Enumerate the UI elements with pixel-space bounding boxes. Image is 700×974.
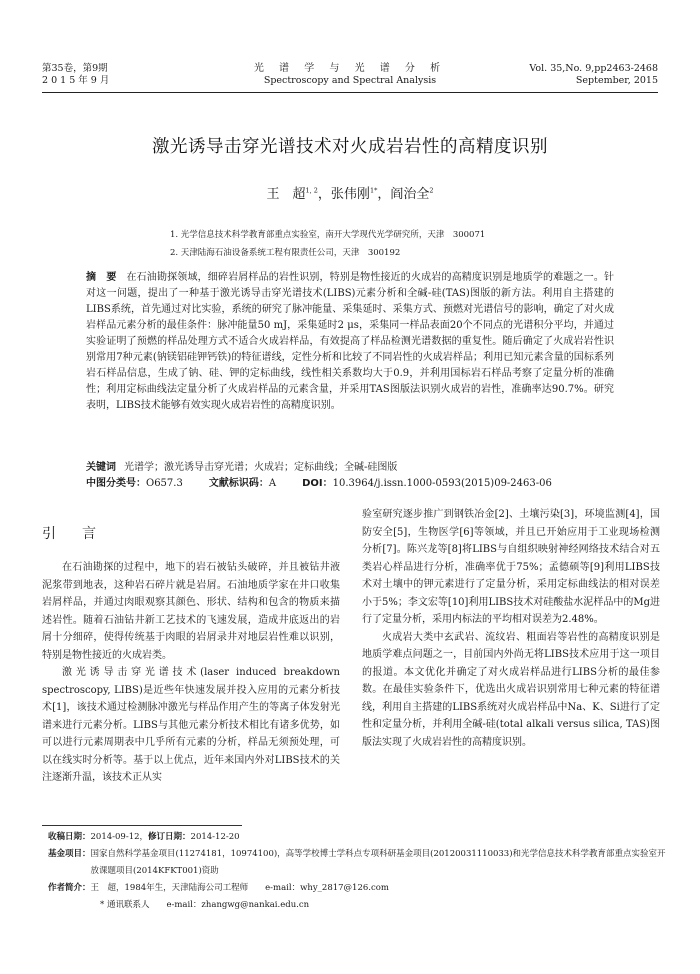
- paper-title: 激光诱导击穿光谱技术对火成岩岩性的高精度识别: [152, 137, 548, 157]
- footnote-rule: [42, 825, 242, 826]
- doc-code-value: A: [268, 478, 277, 489]
- section-heading-introduction: 引 言: [42, 526, 102, 542]
- abstract-text: 在石油勘探领域，细碎岩屑样品的岩性识别，特别是物性接近的火成岩的高精度识别是地质学的难题之一。针对这一问题，提出了一种基于激光诱导击穿光谱技术(LIBS)元素分析和全碱-硅(TAS)图版的新方法。利用自主搭建的LIBS系统，首先通过对比实验，系统的研究了脉冲能量、采集延时、采集方式、预燃对光谱信号的影响，确定了对火成岩样品元素分析的最佳条件：脉冲能量50 mJ，采集延时2 μs，采集同一样品表面20个不同点的光谱积分平均，并通过实验证明了预燃的样品处理方式不适合火成岩样品，有效提高了样品检测光谱数据的重复性。随后确定了火成岩岩性识别常用7种元素(钠镁铝硅钾钙铁)的特征谱线，定性分析和比较了不同岩性的火成岩样品；利用已知元素含量的国标系列岩石样品信息，生成了钠、硅、钾的定标曲线，线性相关系数均大于0.9，并利用国标岩石样品考察了定量分析的准确性；利用定标曲线法定量分析了火成岩样品的元素含量，并采用TAS图版法识别火成岩的岩性，准确率达90.7%。研究表明，LIBS技术能够有效实现火成岩岩性的高精度识别。: [86, 272, 615, 411]
- issue-date-en: September, 2015: [575, 75, 658, 86]
- doi-value: 10.3964/j.issn.1000-0593(2015)09-2463-06: [332, 478, 552, 489]
- volume-issue-cn: 第35卷，第9期: [42, 63, 108, 74]
- footnote-dates: [48, 829, 668, 846]
- author-name: 阎治全: [390, 187, 430, 202]
- revised-value: 2014-12-20: [190, 832, 240, 842]
- bio-label: 作者简介：: [48, 883, 91, 893]
- clc-label: 中图分类号：: [86, 478, 146, 489]
- body-column-left: [42, 559, 340, 787]
- classification-line: [86, 476, 686, 492]
- author-separator: ，: [317, 187, 331, 202]
- journal-name-en: Spectroscopy and Spectral Analysis: [263, 75, 437, 86]
- doi-label: DOI：: [302, 478, 333, 489]
- footnotes: [48, 829, 668, 914]
- author-name: 张伟刚: [330, 187, 370, 202]
- body-column-right: [362, 506, 660, 751]
- author-separator: ，: [377, 187, 391, 202]
- footnote-corresponding: * 通讯联系人 e-mail：zhangwg@nankai.edu.cn: [100, 900, 310, 910]
- received-value: 2014-09-12，: [90, 832, 149, 842]
- affiliations: [170, 226, 485, 262]
- volume-issue-en: Vol. 35,No. 9,pp2463-2468: [529, 63, 658, 74]
- author-list: [0, 183, 700, 202]
- body-paragraph: 激光诱导击穿光谱技术(laser induced breakdown spectroscopy, LIBS)是近些年快速发展并投入应用的元素分析技术[1]，该技术通过检测脉冲激光与样品作用产生的等离子体发射光谱来进行元素分析。LIBS与其他元素分析技术相比有诸多优势，如可以进行元素周期表中几乎所有元素的分析，样品无须预处理，可以在线实时分析等。基于以上优点，近年来国内外对LIBS技术的关注逐渐升温，该技术正从实: [42, 667, 340, 783]
- funding-label: 基金项目：: [48, 849, 91, 859]
- footnote-funding: [48, 846, 668, 880]
- body-paragraph: 在石油勘探的过程中，地下的岩石被钻头破碎，并且被钻井液泥浆带到地表，这种岩石碎片就是岩屑。石油地质学家在井口收集岩屑样品，并通过肉眼观察其颜色、形状、结构和包含的物质来描述岩性。随着石油钻井新工艺技术的飞速发展，造成井底返出的岩屑十分细碎，使得传统基于肉眼的岩屑录井对地层岩性难以识别，特别是物性接近的火成岩类。: [42, 562, 340, 661]
- author-affiliation-mark: 2: [429, 186, 434, 195]
- keywords-label: 关键词: [86, 462, 116, 473]
- author-affiliation-mark: 1*: [369, 186, 378, 195]
- author-affiliation-mark: 1, 2: [305, 186, 318, 195]
- issue-date-cn: 2 0 1 5 年 9 月: [42, 75, 110, 86]
- keywords-text: 光谱学；激光诱导击穿光谱；火成岩；定标曲线；全碱-硅图版: [124, 462, 398, 473]
- bio-value: 王 超，1984年生，天津陆海公司工程师 e-mail：why_2817@126.com: [90, 883, 389, 893]
- affiliation-item: 2. 天津陆海石油设备系统工程有限责任公司，天津 300192: [170, 248, 401, 258]
- revised-label: 修订日期：: [148, 832, 191, 842]
- keywords: [86, 460, 614, 476]
- author-name: 王 超: [266, 187, 306, 202]
- journal-name-cn: 光 谱 学 与 光 谱 分 析: [253, 63, 447, 74]
- affiliation-item: 1. 光学信息技术科学教育部重点实验室，南开大学现代光学研究所，天津 300071: [170, 230, 486, 240]
- header-rule: [42, 92, 658, 93]
- funding-value: 国家自然科学基金项目(11274181，10974100)，高等学校博士学科点专项科研基金项目(20120031110033)和光学信息技术科学教育部重点实验室开放课题项目(2014KFKT001)资助: [90, 849, 666, 876]
- doc-code-label: 文献标识码：: [208, 478, 269, 489]
- abstract-label: 摘 要: [86, 272, 117, 283]
- abstract: [86, 270, 614, 414]
- clc-value: O657.3: [146, 478, 183, 489]
- running-header-right: [529, 63, 658, 87]
- body-paragraph: 验室研究逐步推广到钢铁冶金[2]、土壤污染[3]，环境监测[4]，国防安全[5]，生物医学[6]等领域，并且已开始应用于工业现场检测分析[7]。陈兴龙等[8]将LIBS与自组织映射神经网络技术结合对五类岩心样品进行分析，准确率优于75%；孟德硕等[9]利用LIBS技术对土壤中的钾元素进行了定量分析，采用定标曲线法的相对误差小于5%；李文宏等[10]利用LIBS技术对硅酸盐水泥样品中的Mg进行了定量分析，采用内标法的平均相对误差为2.48%。: [362, 509, 660, 625]
- footnote-author-bio: [48, 880, 668, 897]
- received-label: 收稿日期：: [48, 832, 91, 842]
- body-paragraph: 火成岩大类中玄武岩、流纹岩、粗面岩等岩性的高精度识别是地质学难点问题之一，目前国内外尚无将LIBS技术应用于这一项目的报道。本文优化并确定了对火成岩样品进行LIBS分析的最佳参数。在最佳实验条件下，优选出火成岩识别常用七种元素的特征谱线，利用自主搭建的LIBS系统对火成岩样品中Na、K、Si进行了定性和定量分析，并利用全碱-硅(total alkali versus silica, TAS)图版法实现了火成岩岩性的高精度识别。: [362, 631, 660, 748]
